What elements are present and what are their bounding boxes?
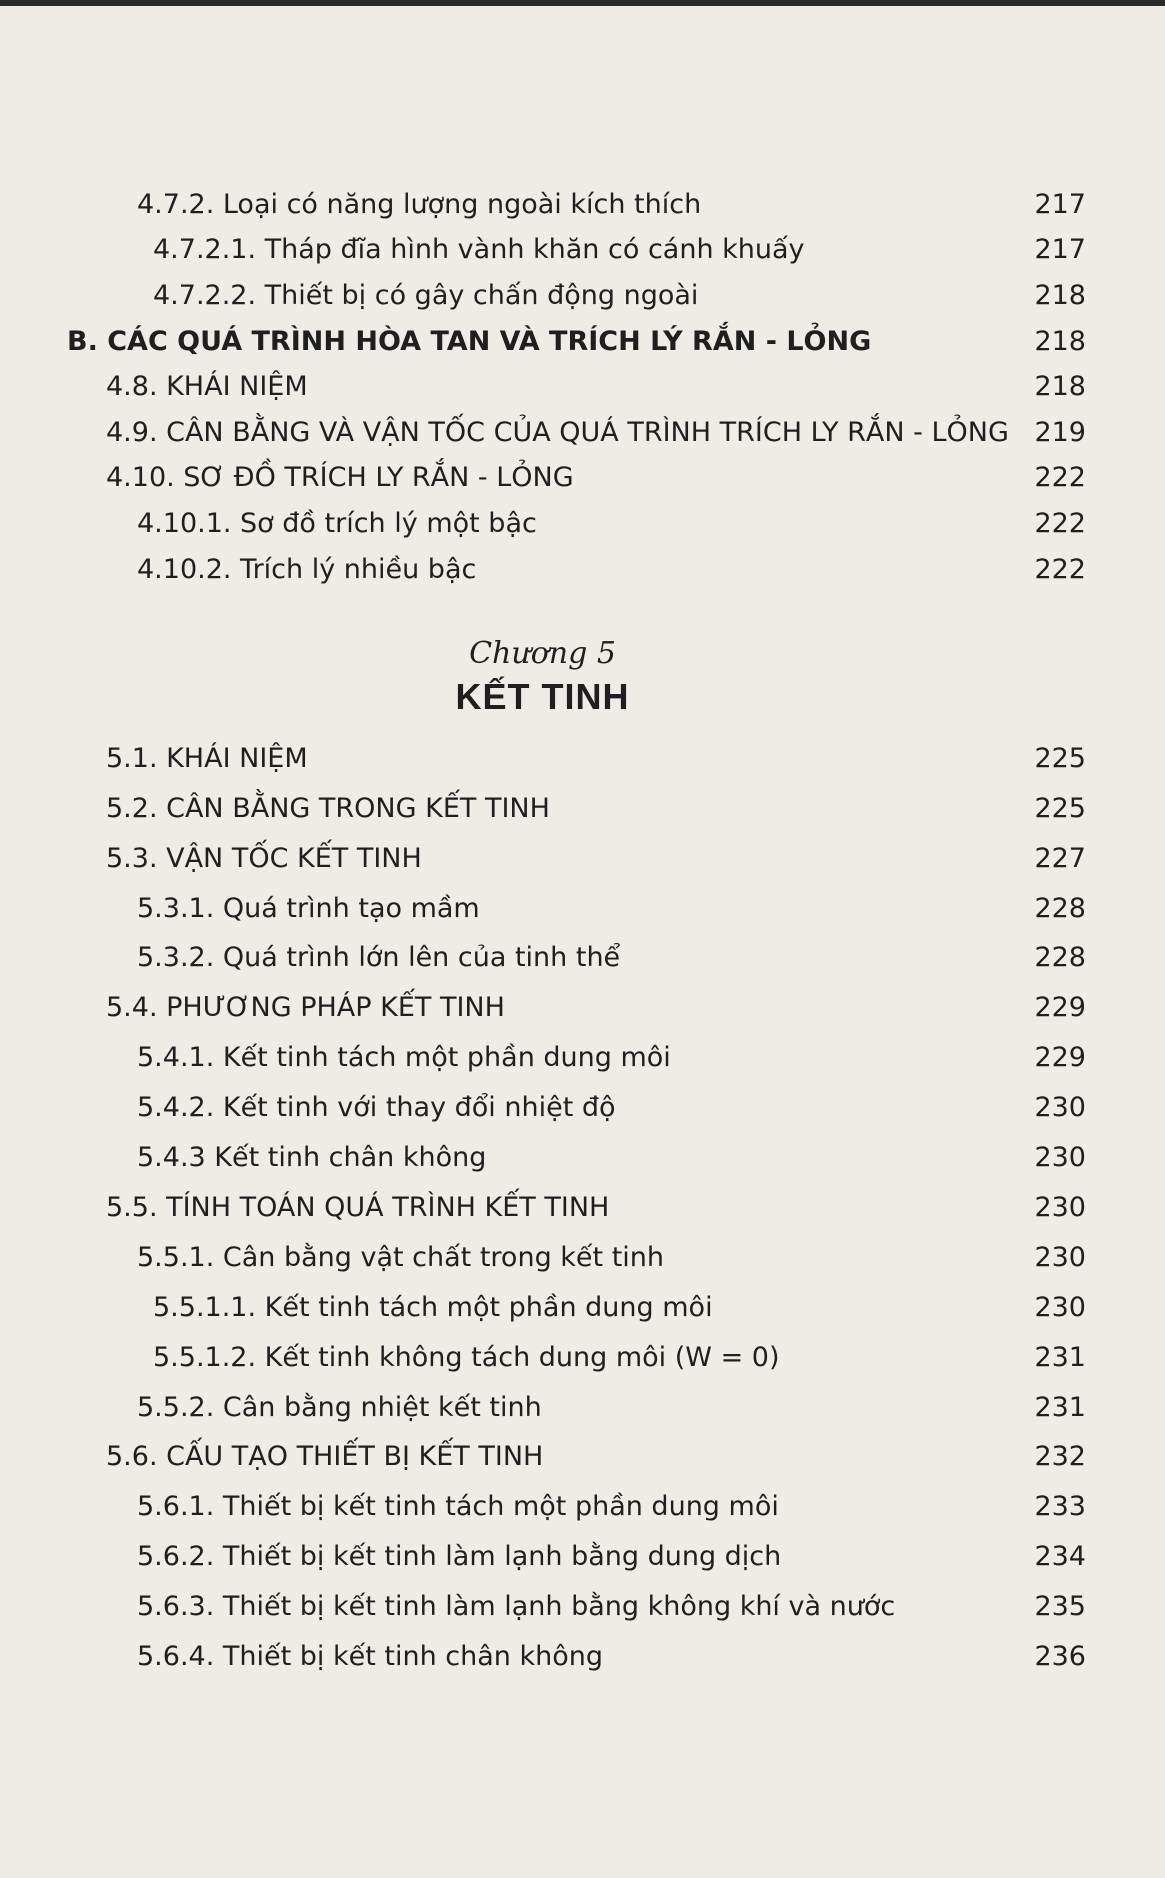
toc-entry-page: 218 [1034,371,1086,402]
toc-entry-page: 218 [1034,280,1086,311]
toc-entry-title: B. CÁC QUÁ TRÌNH HÒA TAN VÀ TRÍCH LÝ RẮN - LỎNG [67,326,872,357]
toc-entry-page: 236 [1034,1641,1086,1672]
toc-entry [0,413,1165,453]
toc-entry-title: 5.5.1.1. Kết tinh tách một phần dung môi [153,1292,713,1323]
toc-entry [0,1587,1165,1627]
toc-entry-page: 222 [1034,508,1086,539]
toc-entry-title: 5.6. CẤU TẠO THIẾT BỊ KẾT TINH [106,1441,544,1472]
chapter-title: KẾT TINH [455,676,630,717]
toc-entry-page: 222 [1034,554,1086,585]
toc-entry-title: 4.7.2. Loại có năng lượng ngoài kích thích [137,189,702,220]
toc-entry-title: 4.10.1. Sơ đồ trích lý một bậc [137,508,537,539]
toc-entry-page: 217 [1034,234,1086,265]
toc-entry-page: 230 [1034,1192,1086,1223]
toc-entry-title: 5.6.1. Thiết bị kết tinh tách một phần dung môi [137,1491,779,1522]
toc-entry [0,1038,1165,1078]
toc-entry [0,1088,1165,1128]
page-top-edge [0,0,1165,6]
toc-entry [0,1288,1165,1328]
toc-entry-page: 230 [1034,1292,1086,1323]
toc-entry-title: 5.5.2. Cân bằng nhiệt kết tinh [137,1392,542,1423]
toc-entry-title: 5.6.3. Thiết bị kết tinh làm lạnh bằng không khí và nước [137,1591,896,1622]
toc-entry-title: 5.4.3 Kết tinh chân không [137,1142,487,1173]
toc-entry-page: 232 [1034,1441,1086,1472]
toc-entry [0,1537,1165,1577]
toc-entry [0,1437,1165,1477]
toc-entry-page: 217 [1034,189,1086,220]
toc-entry-page: 229 [1034,992,1086,1023]
toc-entry [0,550,1165,590]
toc-entry [0,367,1165,407]
toc-entry-title: 5.3.1. Quá trình tạo mầm [137,893,480,924]
toc-entry-title: 5.5.1. Cân bằng vật chất trong kết tinh [137,1242,665,1273]
toc-entry-page: 230 [1034,1242,1086,1273]
toc-entry-title: 5.5. TÍNH TOÁN QUÁ TRÌNH KẾT TINH [106,1192,610,1223]
toc-entry [0,988,1165,1028]
toc-entry [0,839,1165,879]
toc-entry-page: 218 [1034,326,1086,357]
toc-entry [0,789,1165,829]
toc-entry-page: 225 [1034,793,1086,824]
toc-section-heading [0,322,1165,362]
toc-entry-page: 228 [1034,893,1086,924]
toc-entry [0,1388,1165,1428]
toc-entry [0,938,1165,978]
toc-entry-page: 219 [1034,417,1086,448]
toc-entry-title: 4.9. CÂN BẰNG VÀ VẬN TỐC CỦA QUÁ TRÌNH TRÍCH LY RẮN - LỎNG [106,417,1009,448]
toc-entry-title: 5.2. CÂN BẰNG TRONG KẾT TINH [106,793,550,824]
toc-entry [0,185,1165,225]
toc-entry-title: 5.5.1.2. Kết tinh không tách dung môi (W = 0) [153,1342,780,1373]
toc-entry [0,1338,1165,1378]
toc-entry-title: 5.6.2. Thiết bị kết tinh làm lạnh bằng dung dịch [137,1541,782,1572]
toc-entry [0,276,1165,316]
toc-entry [0,889,1165,929]
toc-entry-page: 231 [1034,1342,1086,1373]
toc-entry-page: 233 [1034,1491,1086,1522]
toc-entry-title: 4.7.2.2. Thiết bị có gây chấn động ngoài [153,280,699,311]
toc-entry-title: 5.4.2. Kết tinh với thay đổi nhiệt độ [137,1092,616,1123]
toc-entry-title: 5.3. VẬN TỐC KẾT TINH [106,843,422,874]
toc-entry [0,1487,1165,1527]
toc-entry [0,1637,1165,1677]
chapter-label: Chương 5 [469,636,616,671]
toc-entry-page: 230 [1034,1142,1086,1173]
toc-entry [0,230,1165,270]
toc-entry [0,1138,1165,1178]
toc-entry-page: 231 [1034,1392,1086,1423]
toc-entry [0,739,1165,779]
toc-entry-title: 5.4.1. Kết tinh tách một phần dung môi [137,1042,671,1073]
toc-entry-page: 234 [1034,1541,1086,1572]
toc-entry-page: 225 [1034,743,1086,774]
toc-entry-page: 222 [1034,462,1086,493]
toc-entry [0,1188,1165,1228]
toc-entry-title: 4.8. KHÁI NIỆM [106,371,308,402]
toc-entry [0,458,1165,498]
toc-entry-page: 229 [1034,1042,1086,1073]
toc-entry-title: 4.10. SƠ ĐỒ TRÍCH LY RẮN - LỎNG [106,462,574,493]
toc-entry-title: 4.10.2. Trích lý nhiều bậc [137,554,477,585]
toc-entry-page: 235 [1034,1591,1086,1622]
toc-entry-title: 5.3.2. Quá trình lớn lên của tinh thể [137,942,621,973]
toc-entry-page: 228 [1034,942,1086,973]
toc-entry-page: 230 [1034,1092,1086,1123]
toc-entry-title: 4.7.2.1. Tháp đĩa hình vành khăn có cánh khuấy [153,234,805,265]
toc-entry-page: 227 [1034,843,1086,874]
toc-entry-title: 5.6.4. Thiết bị kết tinh chân không [137,1641,604,1672]
toc-entry-title: 5.4. PHƯƠNG PHÁP KẾT TINH [106,992,505,1023]
toc-entry [0,1238,1165,1278]
toc-entry [0,504,1165,544]
toc-entry-title: 5.1. KHÁI NIỆM [106,743,308,774]
